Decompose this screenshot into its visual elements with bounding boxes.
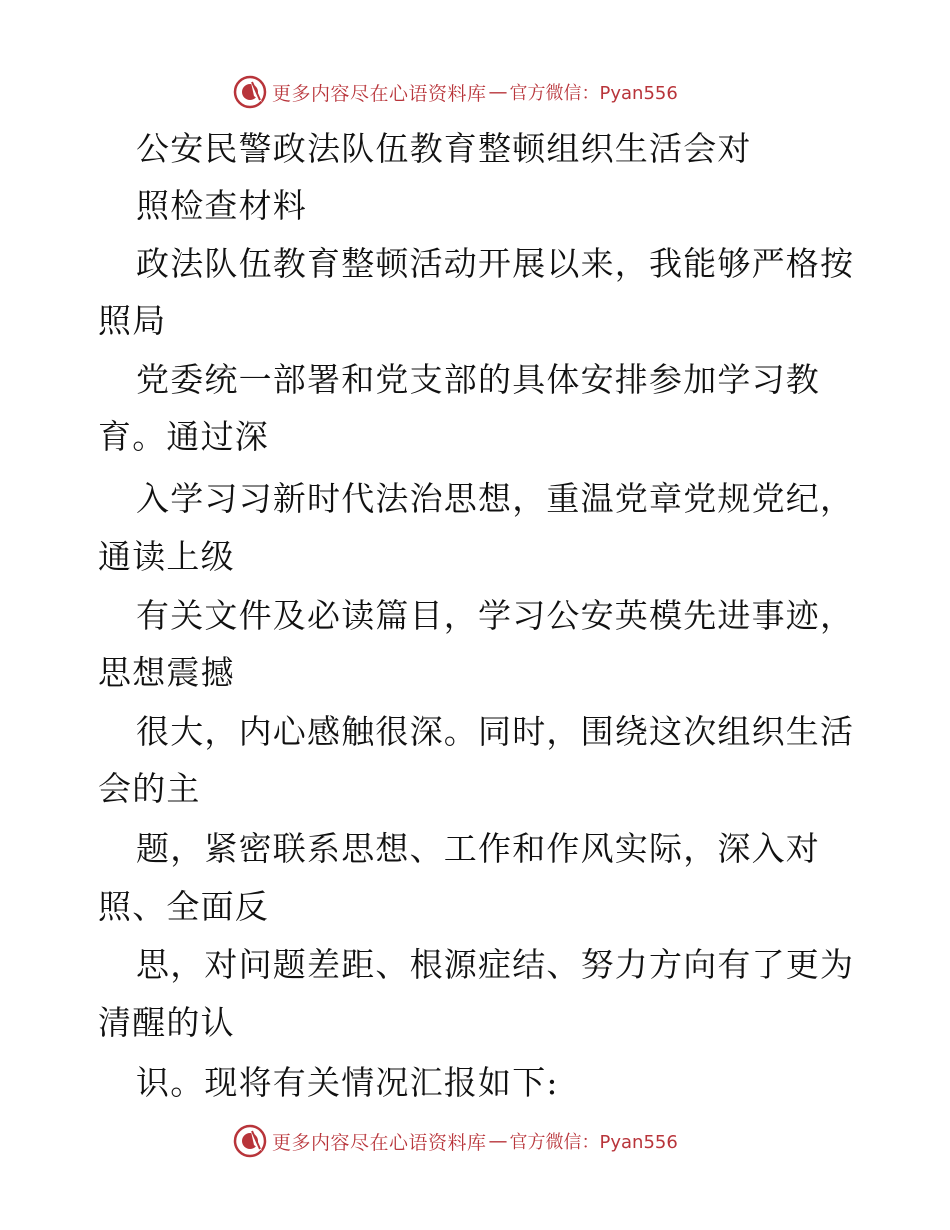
text-line: 入学习习新时代法治思想，重温党章党规党纪， [136, 479, 855, 518]
text-line: 有关文件及必读篇目，学习公安英模先进事迹， [136, 596, 855, 635]
banner-site-text: 更多内容尽在心语资料库 [272, 82, 487, 105]
text-line: 政法队伍教育整顿活动开展以来，我能够严格按 [136, 244, 855, 283]
text-line: 党委统一部署和党支部的具体安排参加学习教 [136, 360, 820, 399]
footer-banner [232, 1121, 678, 1161]
text-line: 很大，内心感触很深。同时，围绕这次组织生活 [136, 712, 855, 751]
text-line: 照局 [98, 301, 167, 340]
brand-logo-icon [232, 74, 268, 110]
text-line: 清醒的认 [98, 1003, 235, 1042]
banner-contact-text: 官方微信：Pyan556 [509, 1132, 678, 1153]
text-line: 育。通过深 [98, 417, 269, 456]
text-line: 思想震撼 [98, 653, 235, 692]
text-line: 思，对问题差距、根源症结、努力方向有了更为 [136, 945, 855, 984]
banner-contact-text: 官方微信：Pyan556 [509, 83, 678, 104]
text-line: 识。现将有关情况汇报如下: [136, 1063, 559, 1102]
text-line: 通读上级 [98, 537, 235, 576]
banner-separator: — [488, 1130, 508, 1152]
document-title-line-2: 照检查材料 [136, 186, 307, 225]
document-title-line-1: 公安民警政法队伍教育整顿组织生活会对 [136, 129, 752, 168]
text-line: 题，紧密联系思想、工作和作风实际，深入对 [136, 829, 820, 868]
text-line: 照、全面反 [98, 887, 269, 926]
text-line: 会的主 [98, 769, 201, 808]
banner-site-text: 更多内容尽在心语资料库 [272, 1131, 487, 1154]
banner-separator: — [488, 81, 508, 103]
brand-logo-icon [232, 1123, 268, 1159]
header-banner [232, 72, 678, 112]
